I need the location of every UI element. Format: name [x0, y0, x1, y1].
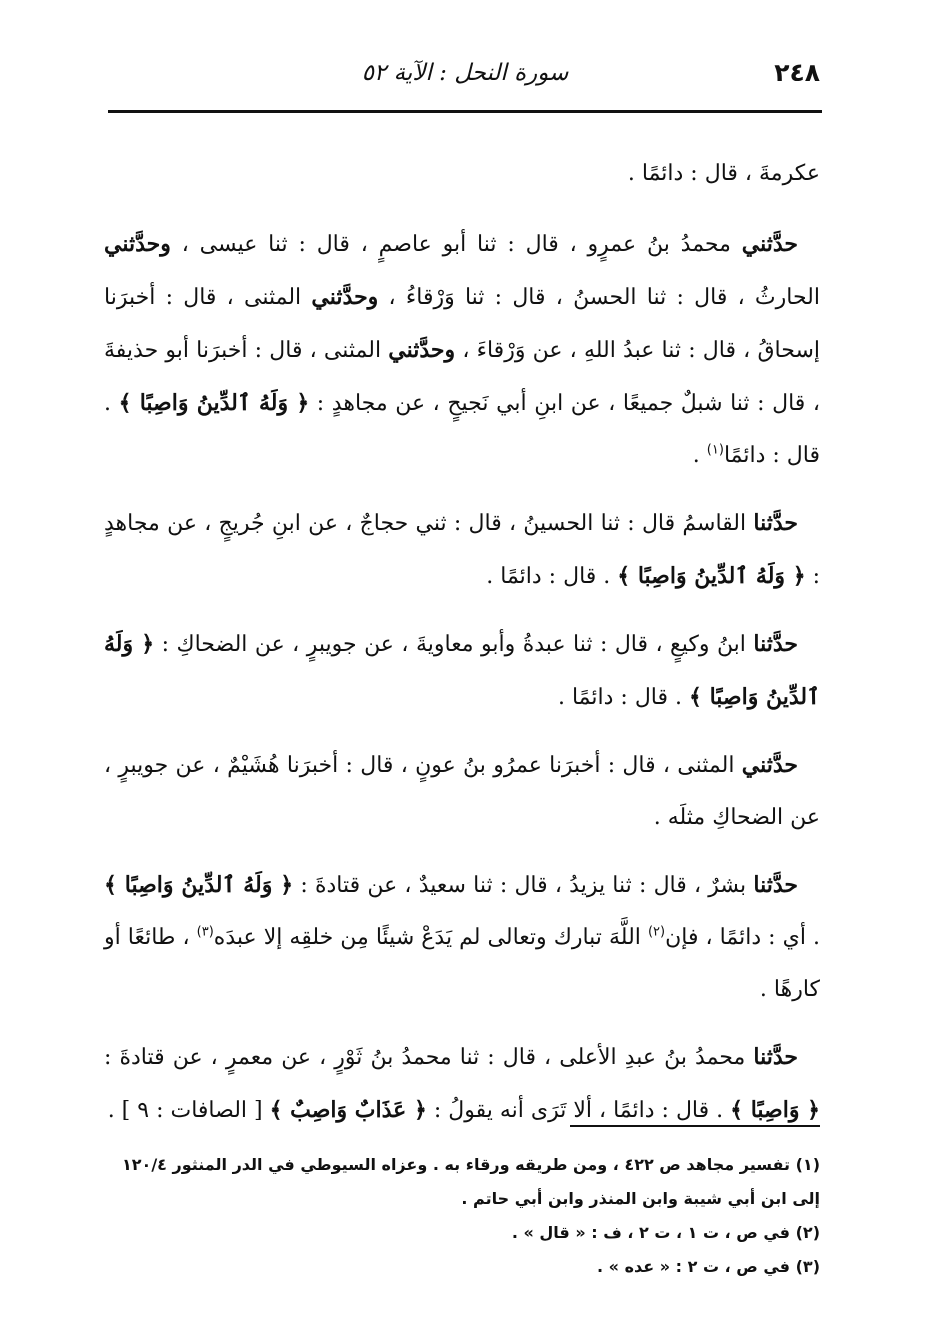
- paragraph-6: حدَّثنا محمدُ بنُ عبدِ الأعلى ، قال : ثنا محمدُ بنُ ثَوْرٍ ، عن معمرٍ ، عن قتادةَ : ﴿ وَاصِبًا ﴾ . قال : دائمًا ، ألا تَرَى أنه يقولُ : ﴿ عَذَابٌ وَاصِبٌ ﴾ [ الصافات : ٩ ] .: [104, 1044, 820, 1123]
- footnote-ref[interactable]: (١): [706, 442, 724, 458]
- quran-quote: ﴿ وَاصِبًا ﴾: [730, 1097, 820, 1123]
- narration-lead: حدَّثني: [741, 752, 798, 778]
- quran-quote: ﴿ وَلَهُ ٱلدِّينُ وَاصِبًا ﴾: [118, 390, 310, 416]
- quran-quote: ﴿ وَلَهُ ٱلدِّينُ وَاصِبًا ﴾: [104, 631, 820, 710]
- paragraph-0: عكرمةَ ، قال : دائمًا .: [627, 161, 820, 186]
- footnote-1: (١) تفسير مجاهد ص ٤٢٢ ، ومن طريقه ورقاء به . وعزاه السيوطي في الدر المنثور ١٢٠/٤ إلى ابن أبي شيبة وابن المنذر وابن أبي حاتم .: [122, 1155, 820, 1208]
- narration-lead: حدَّثني: [741, 231, 798, 257]
- paragraph-2: حدَّثنا القاسمُ قال : ثنا الحسينُ ، قال : ثني حجاجٌ ، عن ابنِ جُريجٍ ، عن مجاهدٍ : ﴿ وَلَهُ ٱلدِّينُ وَاصِبًا ﴾ . قال : دائمًا .: [104, 510, 820, 589]
- header-rule: [108, 110, 822, 113]
- footnotes: [104, 1148, 820, 1284]
- quran-quote: ﴿ عَذَابٌ وَاصِبٌ ﴾: [269, 1097, 427, 1123]
- paragraph-1: حدَّثني محمدُ بنُ عمرٍو ، قال : ثنا أبو عاصمٍ ، قال : ثنا عيسى ، وحدَّثني الحارثُ ، قال : ثنا الحسنُ ، قال : ثنا وَرْقاءُ ، وحدَّثني المثنى ، قال : أخبرَنا إسحاقُ ، قال : ثنا عبدُ اللهِ ، عن وَرْقاءَ ، وحدَّثني المثنى ، قال : أخبرَنا أبو حذيفةَ ، قال : ثنا شبلٌ جميعًا ، عن ابنِ أبي نَجيحٍ ، عن مجاهدٍ : ﴿ وَلَهُ ٱلدِّينُ وَاصِبًا ﴾ . قال : دائمًا$^{(١)}$ .: [104, 231, 820, 468]
- footnote-rule: [570, 1125, 820, 1127]
- paragraph-3: حدَّثنا ابنُ وكيعٍ ، قال : ثنا عبدةُ وأبو معاويةَ ، عن جويبرٍ ، عن الضحاكِ : ﴿ وَلَهُ ٱلدِّينُ وَاصِبًا ﴾ . قال : دائمًا .: [104, 631, 820, 710]
- narration-lead: وحدَّثني: [104, 231, 171, 257]
- footnote-ref[interactable]: (٣): [196, 924, 214, 940]
- running-head: سورة النحل : الآية ٥٢: [361, 60, 569, 86]
- body-text: [104, 148, 820, 1152]
- page-header: [110, 58, 820, 98]
- paragraph-4: حدَّثني المثنى ، قال : أخبرَنا عمرُو بنُ عونٍ ، قال : أخبرَنا هُشَيْمٌ ، عن جويبرٍ ، عن الضحاكِ مثلَه .: [104, 752, 820, 830]
- paragraph-5: حدَّثنا بشرٌ ، قال : ثنا يزيدُ ، قال : ثنا سعيدٌ ، عن قتادةَ : ﴿ وَلَهُ ٱلدِّينُ وَاصِبًا ﴾ . أي : دائمًا ، فإن$^{(٢)}$ اللَّهَ تبارك وتعالى لم يَدَعْ شيئًا مِن خلقِه إلا عبدَه$^{(٣)}$ ، طائعًا أو كارهًا .: [104, 872, 821, 1002]
- page-number: ٢٤٨: [774, 58, 820, 87]
- footnote-2: (٢) في ص ، ت ١ ، ت ٢ ، ف : « قال » .: [511, 1223, 820, 1242]
- narration-lead: حدَّثنا: [753, 510, 798, 536]
- narration-lead: حدَّثنا: [753, 1044, 798, 1070]
- quran-quote: ﴿ وَلَهُ ٱلدِّينُ وَاصِبًا ﴾: [104, 872, 294, 898]
- narration-lead: حدَّثنا: [753, 631, 799, 657]
- narration-lead: وحدَّثني: [311, 284, 379, 310]
- footnote-ref[interactable]: (٢): [647, 924, 666, 940]
- narration-lead: وحدَّثني: [388, 337, 456, 363]
- narration-lead: حدَّثنا: [753, 872, 798, 898]
- quran-quote: ﴿ وَلَهُ ٱلدِّينُ وَاصِبًا ﴾: [617, 563, 806, 589]
- footnote-3: (٣) في ص ، ت ٢ : « عده » .: [597, 1257, 820, 1276]
